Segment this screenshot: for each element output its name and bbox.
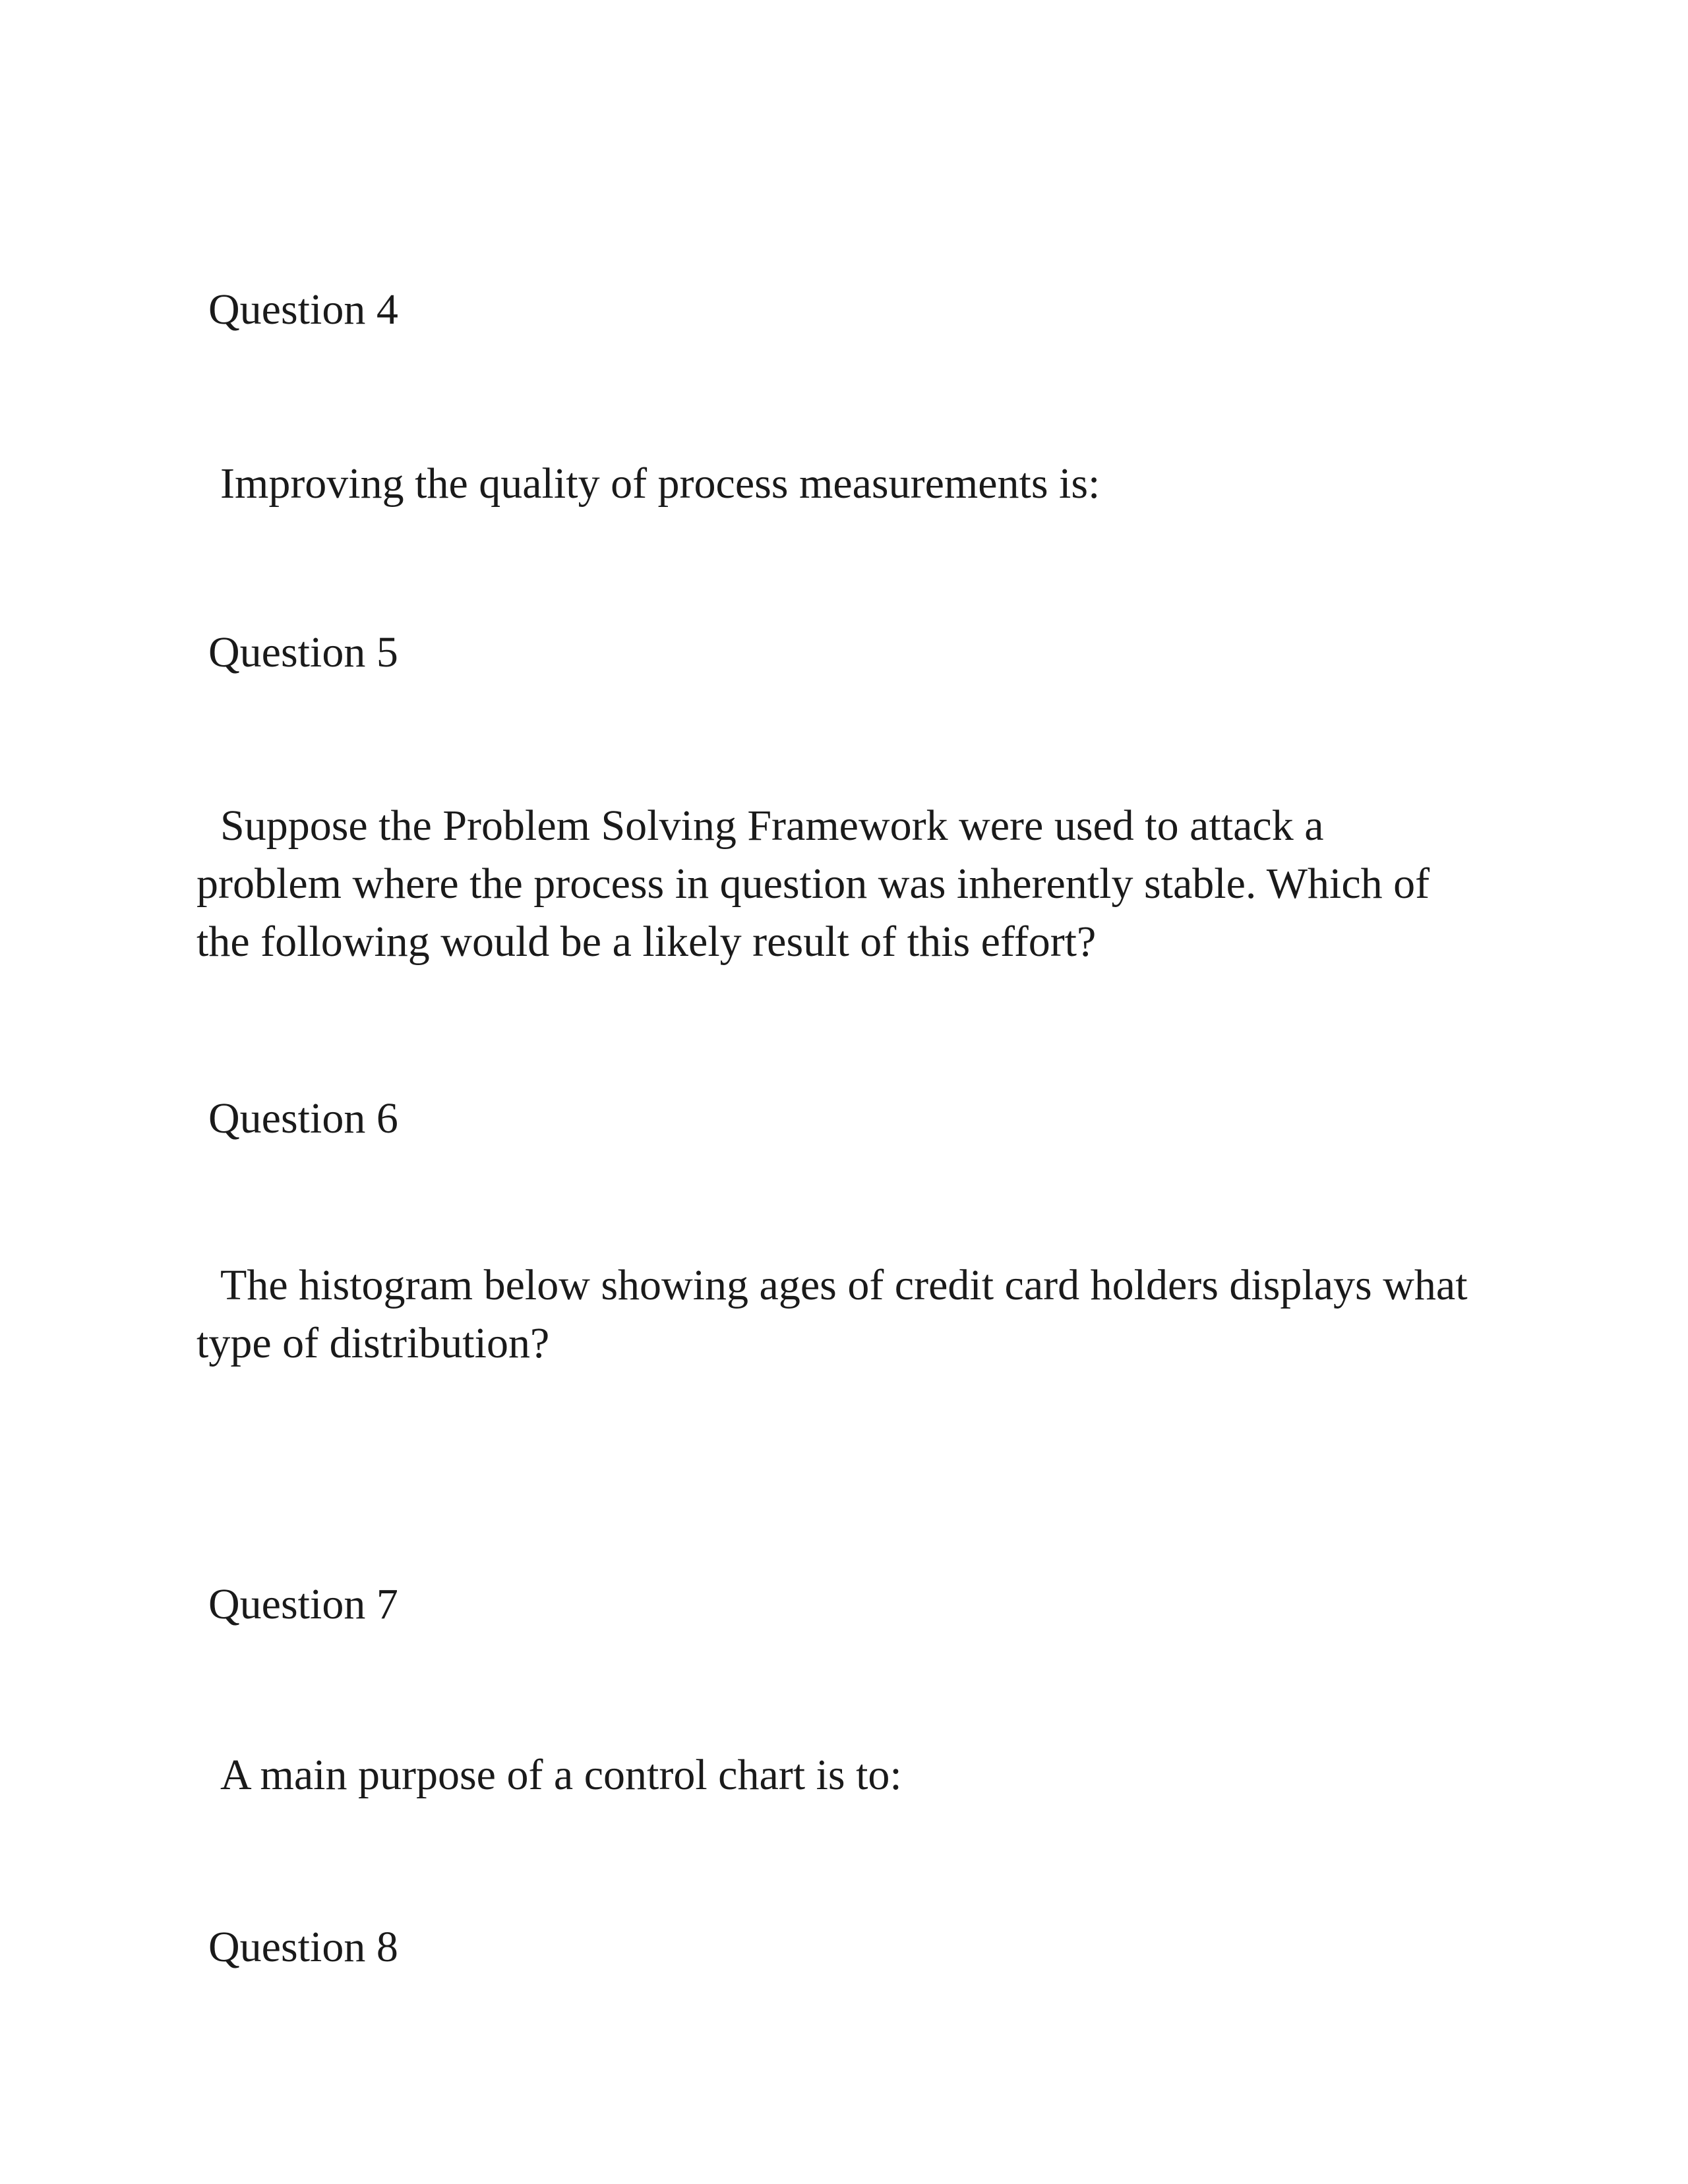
prompt-line: A main purpose of a control chart is to: [220, 1751, 902, 1799]
question-5-prompt [196, 797, 1528, 971]
question-5-heading: Question 5 [208, 628, 398, 676]
question-7-prompt [196, 1746, 1528, 1804]
question-6-prompt [196, 1256, 1528, 1372]
question-7-heading: Question 7 [208, 1580, 398, 1628]
prompt-line: Suppose the Problem Solving Framework were used to attack a [220, 802, 1324, 850]
question-4-heading: Question 4 [208, 285, 398, 334]
prompt-line: the following would be a likely result of this effort? [196, 918, 1097, 966]
prompt-line: The histogram below showing ages of credit card holders displays what [220, 1261, 1468, 1309]
prompt-line: Improving the quality of process measurements is: [220, 459, 1100, 508]
question-6-heading: Question 6 [208, 1094, 398, 1142]
prompt-line: problem where the process in question was inherently stable. Which of [196, 860, 1430, 908]
question-4-prompt [196, 455, 1528, 513]
prompt-line: type of distribution? [196, 1319, 550, 1367]
question-8-heading: Question 8 [208, 1923, 398, 1971]
